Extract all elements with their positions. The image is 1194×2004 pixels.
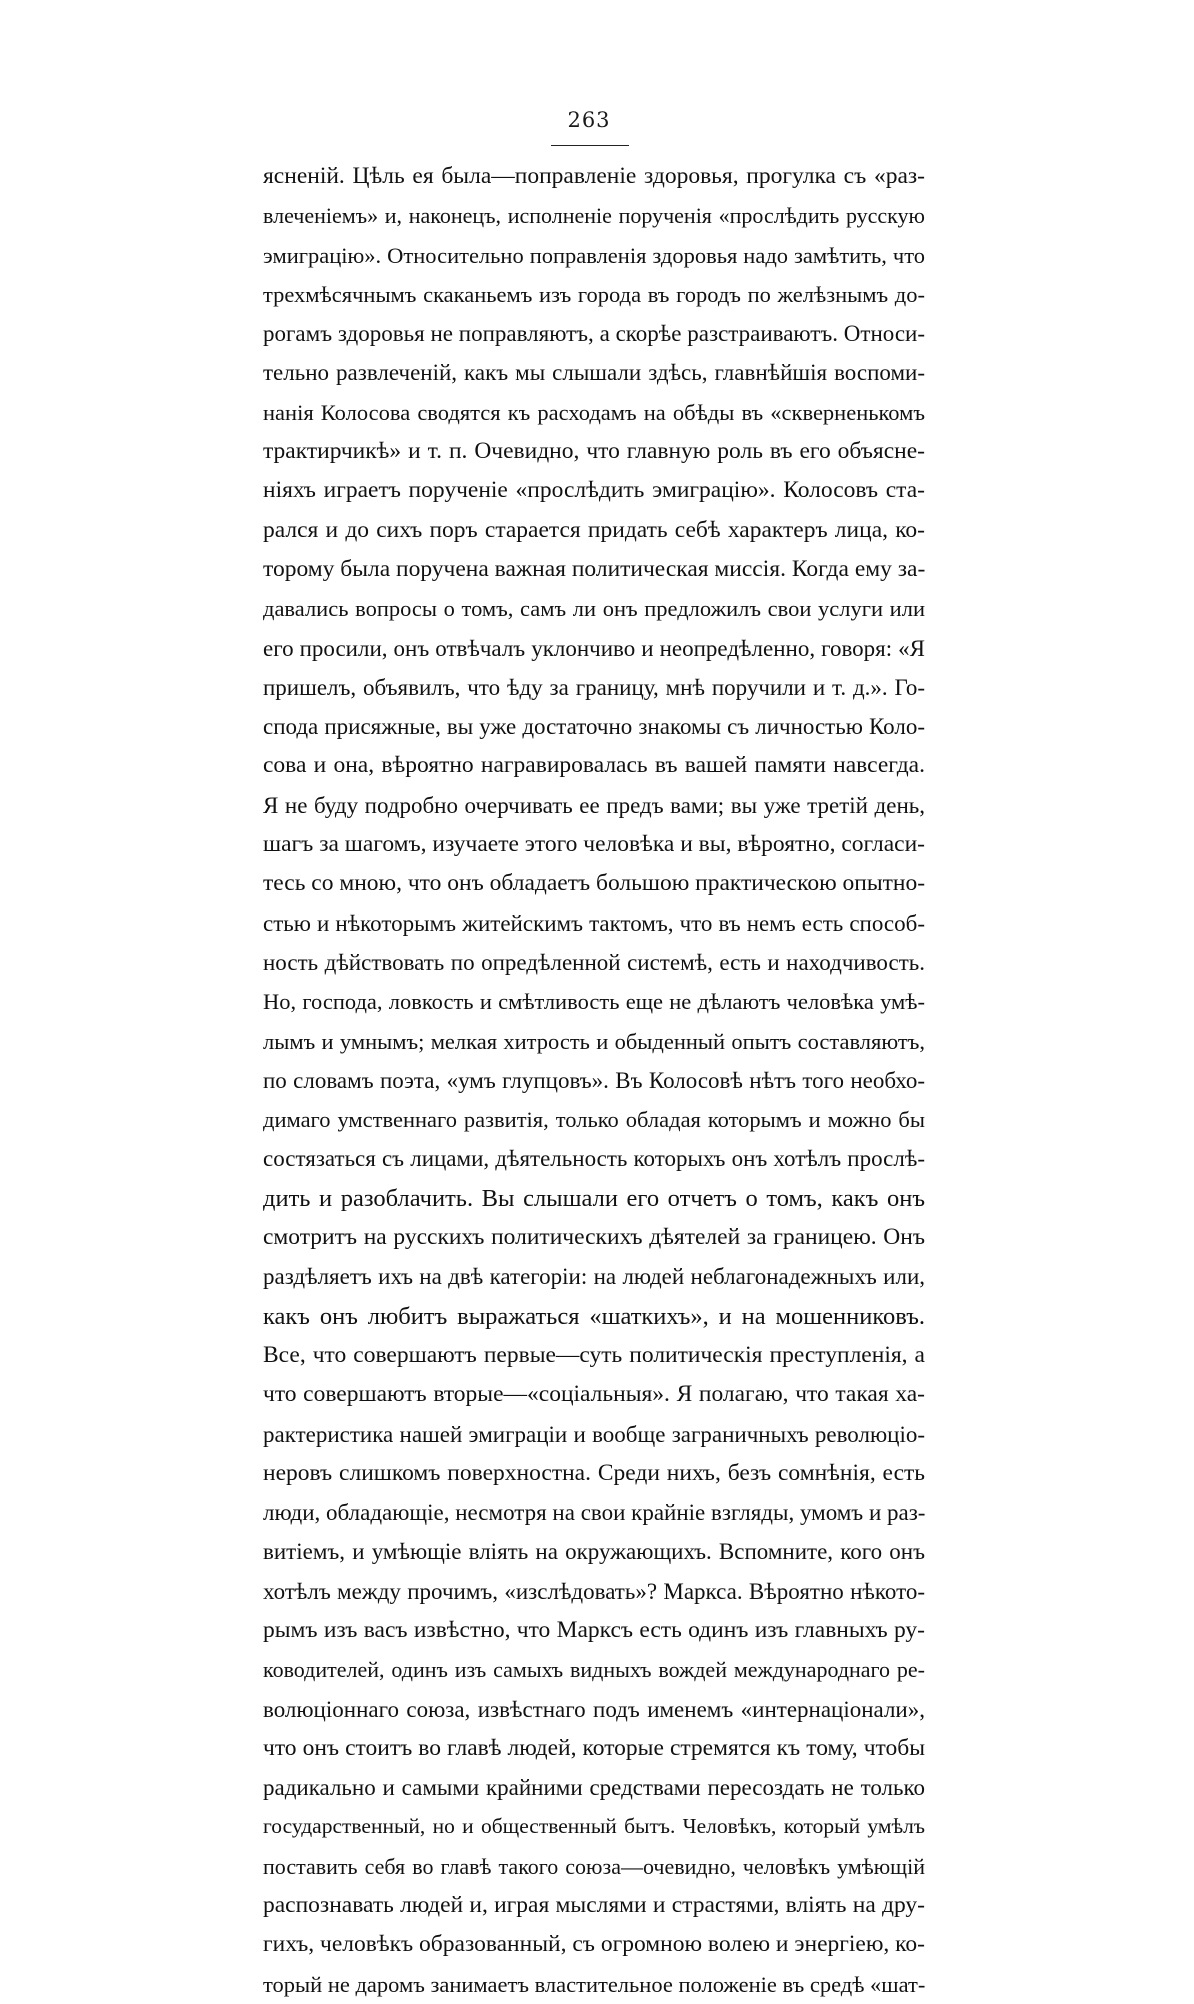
text-line: Я не буду подробно очерчивать ее предъ вами; вы уже третій день, [263,792,925,818]
body-text [263,157,925,2004]
text-line: ніяхъ играетъ порученіе «прослѣдить эмиграцію». Колосовъ ста- [263,477,925,504]
text-line: радикально и самыми крайними средствами пересоздать не только [263,1775,925,1801]
text-line: нанія Колосова сводятся къ расходамъ на обѣды въ «скверненькомъ [263,399,925,425]
page-number: 263 [567,108,611,132]
text-line: ясненій. Цѣль ея была—поправленіе здоровья, прогулка съ «раз- [263,163,925,189]
text-line: пришелъ, объявилъ, что ѣду за границу, мнѣ поручили и т. д.». Го- [263,674,925,700]
text-line: хотѣлъ между прочимъ, «изслѣдовать»? Маркса. Вѣроятно нѣкото- [263,1578,925,1604]
text-line: спода присяжные, вы уже достаточно знакомы съ личностью Коло- [263,714,925,740]
text-line: распознавать людей и, играя мыслями и страстями, вліять на дру- [263,1892,925,1919]
text-line: торый не даромъ занимаетъ властительное положеніе въ средѣ «шат- [263,1971,925,1997]
text-line: его просили, онъ отвѣчалъ уклончиво и неопредѣленно, говоря: «Я [263,635,925,661]
text-line: раздѣляетъ ихъ на двѣ категоріи: на людей неблагонадежныхъ или, [263,1264,925,1290]
text-line: трехмѣсячнымъ скаканьемъ изъ города въ городъ по желѣзнымъ до- [263,281,925,307]
text-line: Все, что совершаютъ первые—суть политическія преступленія, а [263,1341,925,1368]
text-line: что онъ стоитъ во главѣ людей, которые стремятся къ тому, чтобы [263,1734,925,1761]
text-line: рался и до сихъ поръ старается придать себѣ характеръ лица, ко- [263,516,925,543]
text-line: трактирчикѣ» и т. п. Очевидно, что главную роль въ его объясне- [263,438,925,465]
text-line: люди, обладающіе, несмотря на свои крайніе взгляды, умомъ и раз- [263,1500,925,1526]
text-line: какъ онъ любитъ выражаться «шаткихъ», и на мошенниковъ. [263,1302,925,1330]
text-line: давались вопросы о томъ, самъ ли онъ предложилъ свои услуги или [263,596,925,622]
text-line: витіемъ, и умѣющіе вліять на окружающихъ. Вспомните, кого онъ [263,1539,925,1565]
text-line: димаго умственнаго развитія, только обладая которымъ и можно бы [263,1107,925,1133]
text-line: влеченіемъ» и, наконецъ, исполненіе порученія «прослѣдить русскую [263,203,925,229]
text-line: смотритъ на русскихъ политическихъ дѣятелей за границею. Онъ [263,1224,925,1251]
text-line: торому была поручена важная политическая миссія. Когда ему за- [263,555,925,582]
text-line: лымъ и умнымъ; мелкая хитрость и обыденный опытъ составляютъ, [263,1028,925,1054]
text-line: Но, господа, ловкость и смѣтливость еще не дѣлаютъ человѣка умѣ- [263,989,925,1015]
text-line: неровъ слишкомъ поверхностна. Среди нихъ, безъ сомнѣнія, есть [263,1459,925,1486]
text-line: тесь со мною, что онъ обладаетъ большою практическою опытно- [263,870,925,897]
text-line: рымъ изъ васъ извѣстно, что Марксъ есть одинъ изъ главныхъ ру- [263,1616,925,1643]
text-line: стью и нѣкоторымъ житейскимъ тактомъ, что въ немъ есть способ- [263,910,925,936]
text-line: тельно развлеченій, какъ мы слышали здѣсь, главнѣйшія воспоми- [263,360,925,386]
text-line: состязаться съ лицами, дѣятельность которыхъ онъ хотѣлъ прослѣ- [263,1146,925,1172]
text-line: эмиграцію». Относительно поправленія здоровья надо замѣтить, что [263,242,925,268]
text-line: ководителей, одинъ изъ самыхъ видныхъ вождей международнаго ре- [263,1657,925,1683]
text-line: волюціоннаго союза, извѣстнаго подъ именемъ «интернаціонали», [263,1696,925,1722]
text-line: поставить себя во главѣ такого союза—очевидно, человѣкъ умѣющій [263,1853,925,1879]
text-line: рогамъ здоровья не поправляютъ, а скорѣе разстраиваютъ. Относи- [263,321,925,347]
text-line: шагъ за шагомъ, изучаете этого человѣка и вы, вѣроятно, согласи- [263,831,925,858]
text-line: сова и она, вѣроятно награвировалась въ вашей памяти навсегда. [263,752,925,779]
text-line: ность дѣйствовать по опредѣленной системѣ, есть и находчивость. [263,949,925,975]
text-line: государственный, но и общественный бытъ. Человѣкъ, который умѣлъ [263,1814,925,1839]
text-line: что совершаютъ вторые—«соціальныя». Я полагаю, что такая ха- [263,1381,925,1408]
text-line: гихъ, человѣкъ образованный, съ огромною волею и энергіею, ко- [263,1931,925,1958]
page-number-rule [551,145,629,146]
text-line: по словамъ поэта, «умъ глупцовъ». Въ Колосовѣ нѣтъ того необхо- [263,1067,925,1093]
text-line: дить и разоблачить. Вы слышали его отчетъ о томъ, какъ онъ [263,1184,925,1212]
text-line: рактеристика нашей эмиграціи и вообще заграничныхъ революціо- [263,1421,925,1447]
